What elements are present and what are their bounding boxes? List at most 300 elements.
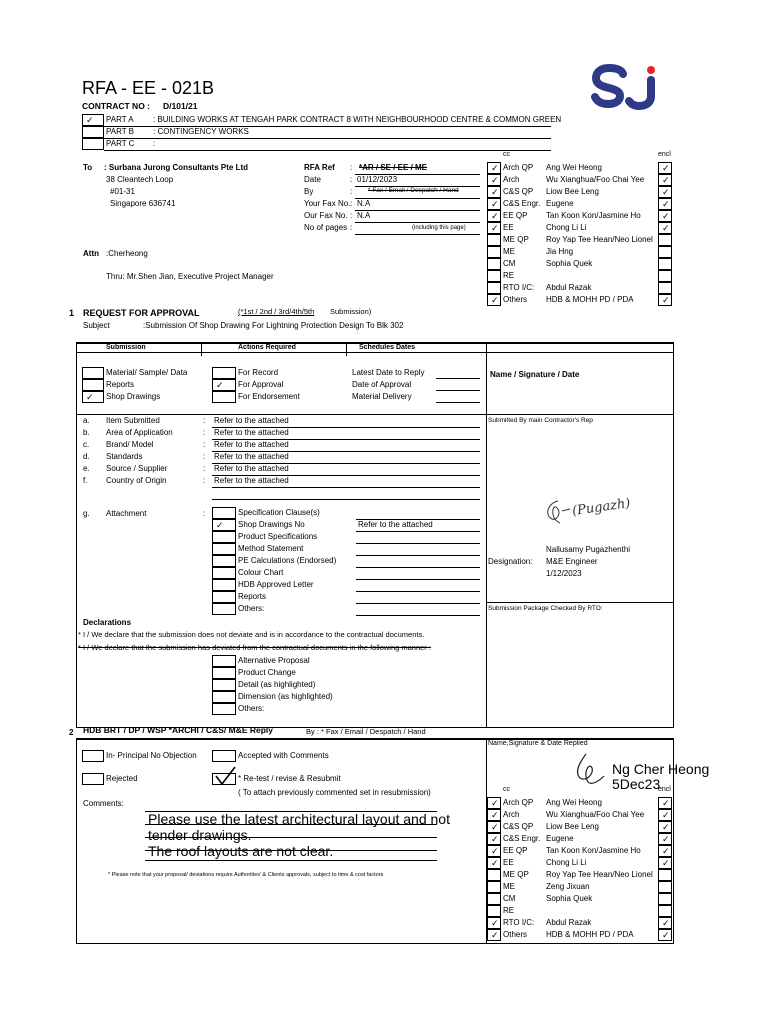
cc-name: Eugene: [546, 834, 574, 843]
cc-name: Abdul Razak: [546, 918, 592, 927]
attachment-type-label: HDB Approved Letter: [238, 580, 314, 589]
cc-role: RTO I/C:: [503, 918, 535, 927]
part-description: :: [153, 139, 156, 148]
check-mark-icon: ✓: [662, 858, 670, 868]
pages-label: No of pages: [304, 223, 348, 232]
cc-name: Wu Xianghua/Foo Chai Yee: [546, 175, 645, 184]
cc-checkbox[interactable]: [487, 929, 501, 941]
cc-checkbox[interactable]: [487, 246, 501, 258]
signature-text: (Pugazh): [571, 495, 632, 520]
cc-header: cc: [503, 151, 510, 158]
deviation-label: Alternative Proposal: [238, 656, 310, 665]
check-mark-icon: ✓: [216, 380, 224, 390]
check-mark-icon: ✓: [491, 187, 499, 197]
underline: [356, 603, 480, 604]
reply-option-label: Accepted with Comments: [238, 751, 329, 760]
subject-value: :Submission Of Shop Drawing For Lightning Protection Design To Blk 302: [143, 321, 404, 330]
cc-name: Tan Koon Kon/Jasmine Ho: [546, 211, 641, 220]
replier-signature-icon: [570, 752, 610, 788]
check-mark-icon: ✓: [491, 175, 499, 185]
action-checkbox[interactable]: [212, 379, 236, 391]
reply-checkbox[interactable]: [212, 773, 236, 785]
check-mark-icon: ✓: [491, 295, 499, 305]
submission-options: (*1st / 2nd / 3rd/4th/5th: [238, 307, 315, 316]
check-mark-icon: ✓: [86, 392, 94, 402]
our-fax-label: Our Fax No.: [304, 211, 348, 220]
cc-role: ME QP: [503, 870, 529, 879]
encl-checkbox[interactable]: [658, 186, 672, 198]
attachment-checkbox[interactable]: [212, 591, 236, 603]
cc-checkbox[interactable]: [487, 186, 501, 198]
check-mark-icon: ✓: [662, 846, 670, 856]
item-key: a.: [83, 416, 90, 425]
deviation-checkbox[interactable]: [212, 691, 236, 703]
part-checkbox[interactable]: [82, 126, 104, 138]
submission-word: Submission): [330, 307, 372, 316]
cc-header: cc: [503, 786, 510, 793]
date-line: [436, 378, 480, 379]
cc-role: Arch: [503, 175, 520, 184]
cc-checkbox[interactable]: [487, 162, 501, 174]
check-mark-icon: ✓: [662, 918, 670, 928]
cc-checkbox[interactable]: [487, 174, 501, 186]
encl-checkbox[interactable]: [658, 917, 672, 929]
cc-checkbox[interactable]: [487, 905, 501, 917]
by-value: * Fax / Email / Despatch / Hand: [368, 187, 459, 194]
cc-role: C&S QP: [503, 822, 534, 831]
part-checkbox[interactable]: [82, 138, 104, 150]
encl-checkbox[interactable]: [658, 162, 672, 174]
item-label: Source / Supplier: [106, 464, 168, 473]
check-mark-icon: ✓: [491, 223, 499, 233]
cc-checkbox[interactable]: [487, 809, 501, 821]
reply-option-label: * Re-test / revise & Resubmit: [238, 774, 341, 783]
colon: :: [203, 509, 206, 518]
declarations-title: Declarations: [83, 618, 132, 627]
deviation-label: Detail (as highlighted): [238, 680, 316, 689]
cc-name: Wu Xianghua/Foo Chai Yee: [546, 810, 645, 819]
section-1-title: REQUEST FOR APPROVAL: [83, 308, 200, 318]
reply-by: By : * Fax / Email / Despatch / Hand: [306, 727, 426, 736]
attachment-type-label: Product Specifications: [238, 532, 318, 541]
encl-checkbox[interactable]: [658, 869, 672, 881]
cc-name: HDB & MOHH PD / PDA: [546, 930, 634, 939]
item-label: Brand/ Model: [106, 440, 154, 449]
cc-role: ME: [503, 247, 515, 256]
check-mark-icon: ✓: [662, 930, 670, 940]
attachment-checkbox[interactable]: [212, 555, 236, 567]
check-mark-icon: ✓: [662, 295, 670, 305]
cc-role: C&S Engr.: [503, 199, 541, 208]
reply-checkbox[interactable]: [82, 750, 104, 762]
our-fax-value: N.A: [357, 211, 371, 220]
col-divider: [346, 342, 347, 356]
subject-label: Subject: [83, 321, 110, 330]
encl-checkbox[interactable]: [658, 833, 672, 845]
underline: [212, 487, 480, 488]
submission-type-label: Reports: [106, 380, 135, 389]
date-line: [436, 390, 480, 391]
colon: :: [350, 223, 353, 232]
attachment-type-label: PE Calculations (Endorsed): [238, 556, 337, 565]
cc-name: Zeng Jixuan: [546, 882, 590, 891]
cc-checkbox[interactable]: [487, 833, 501, 845]
item-key: e.: [83, 464, 90, 473]
check-mark-icon: ✓: [491, 846, 499, 856]
declaration-1: * I / We declare that the submission does not deviate and is in accordance to the contractual documents.: [78, 630, 425, 639]
rfa-ref-value: *AR / SE / EE / ME: [359, 163, 428, 172]
item-label: Country of Origin: [106, 476, 167, 485]
encl-header: encl: [658, 151, 671, 158]
check-mark-icon: ✓: [491, 199, 499, 209]
cc-checkbox[interactable]: [487, 881, 501, 893]
deviation-checkbox[interactable]: [212, 679, 236, 691]
cc-role: ME QP: [503, 235, 529, 244]
check-mark-icon: ✓: [662, 822, 670, 832]
underline: [355, 174, 480, 175]
colon: :: [350, 175, 353, 184]
attachment-type-label: Shop Drawings No: [238, 520, 305, 529]
name-signature-date-label: Name / Signature / Date: [490, 370, 580, 379]
cc-checkbox[interactable]: [487, 198, 501, 210]
encl-checkbox[interactable]: [658, 929, 672, 941]
underline: [356, 591, 480, 592]
item-label: Standards: [106, 452, 143, 461]
cc-checkbox[interactable]: [487, 845, 501, 857]
attachment-checkbox[interactable]: [212, 543, 236, 555]
cc-name: Jia Hng: [546, 247, 574, 256]
replier-name: Ng Cher Heong: [612, 761, 710, 777]
check-mark-icon: ✓: [86, 115, 94, 125]
col-header-actions: Actions Required: [238, 344, 296, 351]
encl-checkbox[interactable]: [658, 821, 672, 833]
checked-by-label: Submission Package Checked By RTO:: [488, 605, 603, 612]
colon: :: [350, 163, 353, 172]
comments-label: Comments:: [83, 799, 124, 808]
comment-line: [145, 860, 437, 861]
underline: [355, 186, 480, 187]
action-label: For Record: [238, 368, 279, 377]
underline: [355, 210, 480, 211]
hand-check-icon: [213, 766, 237, 788]
cc-role: C&S Engr.: [503, 834, 541, 843]
underline: [356, 615, 480, 616]
your-fax-label: Your Fax No.: [304, 199, 351, 208]
encl-checkbox[interactable]: [658, 198, 672, 210]
cc-name: Roy Yap Tee Hean/Neo Lionel: [546, 235, 653, 244]
replier-signature: [570, 752, 610, 788]
colon: :: [350, 199, 353, 208]
rfa-ref-label: RFA Ref: [304, 163, 335, 172]
company-logo: [591, 64, 667, 110]
part-description: : CONTINGENCY WORKS: [153, 127, 249, 136]
sj-logo-icon: [591, 64, 667, 110]
reply-checkbox[interactable]: [212, 750, 236, 762]
check-mark-icon: ✓: [662, 810, 670, 820]
comment-line: [145, 837, 437, 838]
cc-name: Eugene: [546, 199, 574, 208]
cc-name: Ang Wei Heong: [546, 798, 602, 807]
cc-checkbox[interactable]: [487, 917, 501, 929]
attachment-value: Refer to the attached: [358, 520, 433, 529]
underline: [104, 150, 551, 151]
comment-line: [145, 824, 437, 825]
encl-checkbox[interactable]: [658, 809, 672, 821]
submission-checkbox[interactable]: [82, 391, 104, 403]
check-mark-icon: ✓: [491, 810, 499, 820]
encl-checkbox[interactable]: [658, 174, 672, 186]
item-key: c.: [83, 440, 90, 449]
item-value: Refer to the attached: [214, 416, 289, 425]
check-mark-icon: ✓: [216, 520, 224, 530]
document-title: RFA - EE - 021B: [82, 78, 215, 98]
check-mark-icon: ✓: [491, 163, 499, 173]
cc-checkbox[interactable]: [487, 821, 501, 833]
schedule-label: Material Delivery: [352, 392, 412, 401]
address-line-1: 38 Cleantech Loop: [106, 175, 174, 184]
encl-checkbox[interactable]: [658, 246, 672, 258]
attn-value: :Cherheong: [106, 249, 148, 258]
cc-name: HDB & MOHH PD / PDA: [546, 295, 634, 304]
attachment-label: Attachment: [106, 509, 147, 518]
attachment-key: g.: [83, 509, 90, 518]
comment-line-3: The roof layouts are not clear.: [148, 843, 334, 859]
submission-type-label: Material/ Sample/ Data: [106, 368, 188, 377]
cc-role: Arch: [503, 810, 520, 819]
resubmit-note: ( To attach previously commented set in resubmission): [238, 788, 431, 797]
cc-name: Abdul Razak: [546, 283, 592, 292]
attachment-type-label: Others:: [238, 604, 265, 613]
check-mark-icon: ✓: [662, 187, 670, 197]
comment-line-1: Please use the latest architectural layout and not: [148, 811, 450, 827]
cc-checkbox[interactable]: [487, 234, 501, 246]
action-checkbox[interactable]: [212, 391, 236, 403]
item-key: b.: [83, 428, 90, 437]
cc-name: Ang Wei Heong: [546, 163, 602, 172]
cc-role: EE: [503, 223, 514, 232]
underline: [355, 198, 480, 199]
part-label: PART A: [106, 115, 134, 124]
encl-checkbox[interactable]: [658, 845, 672, 857]
attachment-checkbox[interactable]: [212, 519, 236, 531]
cc-role: Others: [503, 295, 528, 304]
cc-role: Others: [503, 930, 528, 939]
check-mark-icon: ✓: [662, 199, 670, 209]
submission-checkbox[interactable]: [82, 379, 104, 391]
attachment-checkbox[interactable]: [212, 603, 236, 615]
cc-role: Arch QP: [503, 163, 534, 172]
cc-name: Chong Li Li: [546, 223, 587, 232]
submitted-by-label: Submitted By main Contractor's Rep: [488, 417, 593, 424]
signed-date: 1/12/2023: [546, 569, 582, 578]
cc-name: Roy Yap Tee Hean/Neo Lionel: [546, 870, 653, 879]
check-mark-icon: ✓: [491, 858, 499, 868]
your-fax-value: N.A: [357, 199, 371, 208]
underline: [355, 222, 480, 223]
check-mark-icon: ✓: [662, 798, 670, 808]
encl-checkbox[interactable]: [658, 294, 672, 306]
underline: [356, 543, 480, 544]
encl-checkbox[interactable]: [658, 893, 672, 905]
encl-checkbox[interactable]: [658, 881, 672, 893]
cc-checkbox[interactable]: [487, 797, 501, 809]
cc-name: Liow Bee Leng: [546, 187, 599, 196]
deviation-checkbox[interactable]: [212, 703, 236, 715]
attachment-checkbox[interactable]: [212, 579, 236, 591]
encl-checkbox[interactable]: [658, 270, 672, 282]
cc-checkbox[interactable]: [487, 869, 501, 881]
colon: :: [203, 476, 206, 485]
contract-label: CONTRACT NO :: [82, 101, 150, 111]
cc-role: ME: [503, 882, 515, 891]
footnote: * Please note that your proposal/ deviations require Authorities' & Clients approvals, subject to time & cost factors: [108, 872, 384, 878]
address-line-3: Singapore 636741: [110, 199, 176, 208]
cc-checkbox[interactable]: [487, 294, 501, 306]
check-mark-icon: ✓: [491, 834, 499, 844]
attachment-checkbox[interactable]: [212, 531, 236, 543]
by-label: By: [304, 187, 314, 196]
item-key: f.: [83, 476, 88, 485]
encl-checkbox[interactable]: [658, 905, 672, 917]
encl-header: encl: [658, 786, 671, 793]
section-1-number: 1: [69, 308, 75, 318]
cc-role: EE QP: [503, 211, 528, 220]
attachment-type-label: Method Statement: [238, 544, 304, 553]
item-label: Item Submitted: [106, 416, 160, 425]
check-mark-icon: ✓: [491, 211, 499, 221]
colon: :: [350, 211, 353, 220]
encl-checkbox[interactable]: [658, 234, 672, 246]
attachment-type-label: Colour Chart: [238, 568, 284, 577]
attachment-type-label: Specification Clause(s): [238, 508, 320, 517]
signer-name: Nallusamy Pugazhenthi: [546, 545, 631, 554]
underline: [356, 555, 480, 556]
designation-value: M&E Engineer: [546, 557, 598, 566]
cc-name: Sophia Quek: [546, 894, 593, 903]
attachment-checkbox[interactable]: [212, 507, 236, 519]
attn-label: Attn: [83, 249, 99, 258]
col-header-submission: Submission: [106, 344, 146, 351]
attachment-checkbox[interactable]: [212, 567, 236, 579]
part-checkbox[interactable]: [82, 114, 104, 126]
action-label: For Endorsement: [238, 392, 300, 401]
cc-checkbox[interactable]: [487, 210, 501, 222]
action-checkbox[interactable]: [212, 367, 236, 379]
check-mark-icon: ✓: [662, 163, 670, 173]
deviation-label: Product Change: [238, 668, 296, 677]
item-value: Refer to the attached: [214, 476, 289, 485]
cc-checkbox[interactable]: [487, 893, 501, 905]
deviation-checkbox[interactable]: [212, 655, 236, 667]
cc-name: Liow Bee Leng: [546, 822, 599, 831]
encl-checkbox[interactable]: [658, 857, 672, 869]
item-key: d.: [83, 452, 90, 461]
schedule-label: Latest Date to Reply: [352, 368, 425, 377]
cc-role: EE QP: [503, 846, 528, 855]
part-description: : BUILDING WORKS AT TENGAH PARK CONTRACT 8 WITH NEIGHBOURHOOD CENTRE & COMMON GREEN: [153, 115, 562, 124]
colon: :: [203, 428, 206, 437]
cc-role: CM: [503, 894, 516, 903]
check-mark-icon: ✓: [491, 930, 499, 940]
item-value: Refer to the attached: [214, 464, 289, 473]
colon: :: [203, 464, 206, 473]
colon: :: [350, 187, 353, 196]
item-value: Refer to the attached: [214, 440, 289, 449]
colon: :: [203, 416, 206, 425]
encl-checkbox[interactable]: [658, 222, 672, 234]
address-line-2: #01-31: [110, 187, 135, 196]
cc-role: CM: [503, 259, 516, 268]
cc-role: RE: [503, 906, 515, 915]
cc-role: RE: [503, 271, 515, 280]
encl-checkbox[interactable]: [658, 258, 672, 270]
section-2-number: 2: [69, 728, 74, 737]
cc-role: C&S QP: [503, 187, 534, 196]
name-sig-date-replied: Name,Signature & Date Replied: [488, 740, 588, 747]
date-label: Date: [304, 175, 321, 184]
encl-checkbox[interactable]: [658, 797, 672, 809]
cc-checkbox[interactable]: [487, 270, 501, 282]
check-mark-icon: ✓: [491, 918, 499, 928]
schedule-label: Date of Approval: [352, 380, 412, 389]
cc-checkbox[interactable]: [487, 857, 501, 869]
to-company: : Surbana Jurong Consultants Pte Ltd: [104, 163, 249, 172]
row-divider: [486, 602, 674, 603]
row-divider: [76, 414, 674, 415]
deviation-checkbox[interactable]: [212, 667, 236, 679]
part-label: PART C: [106, 139, 135, 148]
submission-checkbox[interactable]: [82, 367, 104, 379]
underline: [104, 138, 551, 139]
check-mark-icon: ✓: [491, 822, 499, 832]
thru-line: Thru: Mr.Shen Jian, Executive Project Manager: [106, 272, 274, 281]
underline: [212, 499, 480, 500]
cc-checkbox[interactable]: [487, 222, 501, 234]
cc-role: RTO I/C:: [503, 283, 535, 292]
date-line: [436, 402, 480, 403]
check-mark-icon: ✓: [491, 798, 499, 808]
colon: :: [203, 440, 206, 449]
encl-checkbox[interactable]: [658, 210, 672, 222]
col-header-schedules: Schedules Dates: [359, 344, 416, 351]
check-mark-icon: ✓: [662, 834, 670, 844]
submission-type-label: Shop Drawings: [106, 392, 161, 401]
designation-label: Designation:: [488, 557, 533, 566]
pages-note: (including this page): [412, 225, 466, 231]
cc-checkbox[interactable]: [487, 258, 501, 270]
comment-line: [145, 850, 437, 851]
replier-date: 5Dec23: [612, 776, 661, 792]
check-mark-icon: ✓: [662, 223, 670, 233]
to-label: To: [83, 163, 93, 172]
underline: [355, 234, 480, 235]
attachment-type-label: Reports: [238, 592, 267, 601]
part-label: PART B: [106, 127, 135, 136]
table-header-line: [76, 352, 674, 353]
section-2-title: HDB BRT / DP / WSP *ARCHI / C&S/ M&E Reply: [83, 725, 274, 735]
cc-role: EE: [503, 858, 514, 867]
cc-checkbox[interactable]: [487, 282, 501, 294]
underline: [356, 567, 480, 568]
colon: :: [203, 452, 206, 461]
item-value: Refer to the attached: [214, 452, 289, 461]
encl-checkbox[interactable]: [658, 282, 672, 294]
reply-checkbox[interactable]: [82, 773, 104, 785]
reply-option-label: In- Principal No Objection: [106, 751, 197, 760]
action-label: For Approval: [238, 380, 284, 389]
reply-option-label: Rejected: [106, 774, 138, 783]
cc-name: Tan Koon Kon/Jasmine Ho: [546, 846, 641, 855]
